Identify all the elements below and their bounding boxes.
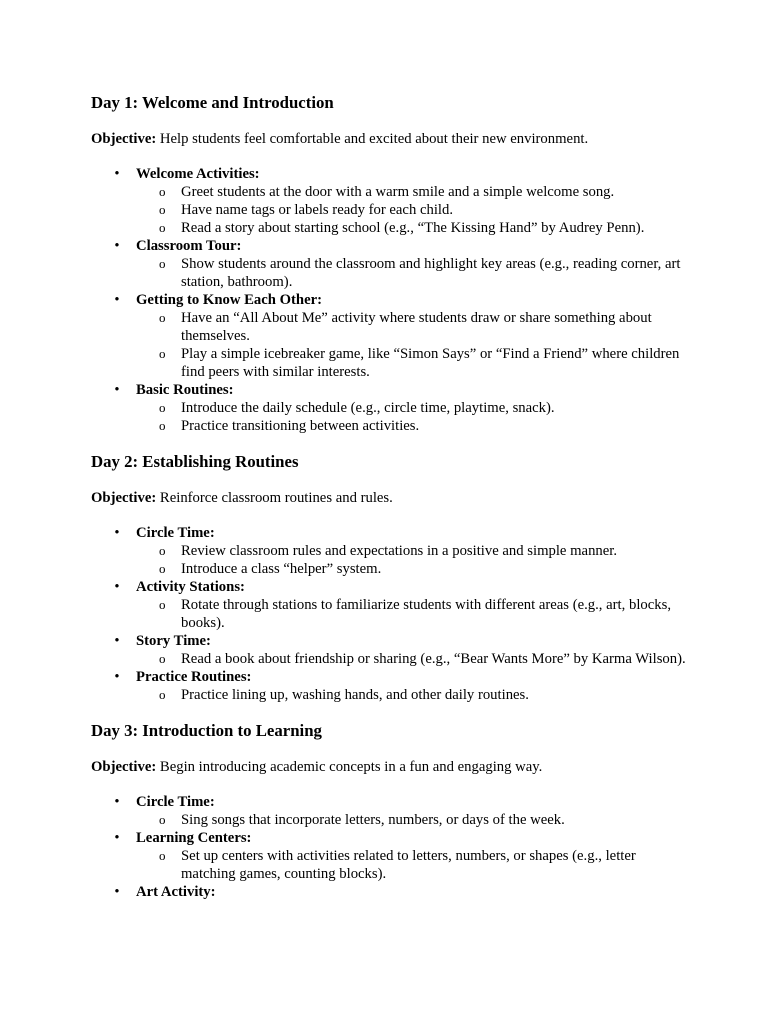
objective-label: Objective: [91,131,157,147]
sub-item-text: Read a story about starting school (e.g., “The Kissing Hand” by Audrey Penn). [181,220,645,236]
sub-list [136,255,691,291]
sub-item [136,255,691,291]
sub-item-text: Introduce the daily schedule (e.g., circle time, playtime, snack). [181,400,555,416]
circle-bullet-icon: o [159,400,166,415]
activity-title: Circle Time: [136,794,215,810]
bullet-icon: • [114,579,120,595]
activity-title: Classroom Tour: [136,238,242,254]
activity-list [91,524,691,704]
bullet-icon: • [114,238,120,254]
activity-item [91,237,691,291]
sub-item [136,686,691,704]
sub-item [136,309,691,345]
sub-list [136,650,691,668]
activity-item [91,578,691,632]
objective-text: Reinforce classroom routines and rules. [156,490,393,506]
objective-paragraph [91,130,691,148]
activity-title: Circle Time: [136,525,215,541]
sub-list [136,686,691,704]
sub-item-text: Have name tags or labels ready for each child. [181,202,454,218]
sub-item-text: Show students around the classroom and highlight key areas (e.g., reading corner, art station, bathroom). [181,256,681,290]
circle-bullet-icon: o [159,597,166,612]
sub-item [136,560,691,578]
circle-bullet-icon: o [159,202,166,217]
circle-bullet-icon: o [159,543,166,558]
activity-title: Art Activity: [136,884,216,900]
sub-item [136,219,691,237]
activity-title: Story Time: [136,633,211,649]
bullet-icon: • [114,794,120,810]
sub-item-text: Greet students at the door with a warm smile and a simple welcome song. [181,184,615,200]
sub-item-text: Practice lining up, washing hands, and other daily routines. [181,687,529,703]
sub-item-text: Read a book about friendship or sharing (e.g., “Bear Wants More” by Karma Wilson). [181,651,686,667]
activity-title: Activity Stations: [136,579,245,595]
day-heading: Day 2: Establishing Routines [91,452,299,471]
circle-bullet-icon: o [159,848,166,863]
sub-item [136,811,691,829]
circle-bullet-icon: o [159,184,166,199]
objective-label: Objective: [91,759,157,775]
activity-item [91,668,691,704]
sub-item-text: Sing songs that incorporate letters, numbers, or days of the week. [181,812,565,828]
activity-item [91,632,691,668]
circle-bullet-icon: o [159,256,166,271]
sub-item-text: Play a simple icebreaker game, like “Simon Says” or “Find a Friend” where children find peers with similar interests. [181,346,680,380]
day-section [91,721,691,901]
sub-item [136,201,691,219]
objective-text: Help students feel comfortable and excited about their new environment. [156,131,589,147]
sub-item [136,345,691,381]
day-section [91,452,691,704]
sub-item [136,542,691,560]
bullet-icon: • [114,382,120,398]
sub-list [136,542,691,578]
circle-bullet-icon: o [159,687,166,702]
sub-item-text: Introduce a class “helper” system. [181,561,382,577]
activity-title: Getting to Know Each Other: [136,292,323,308]
circle-bullet-icon: o [159,310,166,325]
activity-item [91,524,691,578]
activity-item [91,883,691,901]
activity-item [91,291,691,381]
sub-item [136,847,691,883]
circle-bullet-icon: o [159,812,166,827]
activity-title: Practice Routines: [136,669,252,685]
activity-title: Learning Centers: [136,830,252,846]
sub-list [136,847,691,883]
circle-bullet-icon: o [159,220,166,235]
objective-label: Objective: [91,490,157,506]
activity-list [91,165,691,435]
sub-item [136,417,691,435]
circle-bullet-icon: o [159,418,166,433]
circle-bullet-icon: o [159,346,166,361]
activity-item [91,829,691,883]
sub-item [136,650,691,668]
activity-item [91,381,691,435]
sub-item-text: Review classroom rules and expectations in a positive and simple manner. [181,543,618,559]
sub-list [136,596,691,632]
bullet-icon: • [114,292,120,308]
sub-item [136,596,691,632]
activity-item [91,165,691,237]
day-heading: Day 3: Introduction to Learning [91,721,322,740]
activity-title: Basic Routines: [136,382,234,398]
document-body [91,93,691,918]
activity-item [91,793,691,829]
bullet-icon: • [114,633,120,649]
activity-title: Welcome Activities: [136,166,260,182]
sub-item [136,399,691,417]
objective-text: Begin introducing academic concepts in a fun and engaging way. [156,759,543,775]
bullet-icon: • [114,166,120,182]
sub-list [136,309,691,381]
circle-bullet-icon: o [159,651,166,666]
day-heading: Day 1: Welcome and Introduction [91,93,334,112]
bullet-icon: • [114,884,120,900]
sub-item-text: Set up centers with activities related to letters, numbers, or shapes (e.g., letter matching games, counting blocks). [181,848,636,882]
day-section [91,93,691,435]
objective-paragraph [91,489,691,507]
bullet-icon: • [114,830,120,846]
sub-item [136,183,691,201]
bullet-icon: • [114,525,120,541]
sub-item-text: Have an “All About Me” activity where students draw or share something about themselves. [181,310,652,344]
activity-list [91,793,691,901]
sub-item-text: Rotate through stations to familiarize students with different areas (e.g., art, blocks, books). [181,597,671,631]
sub-list [136,811,691,829]
sub-list [136,399,691,435]
sub-item-text: Practice transitioning between activities. [181,418,420,434]
circle-bullet-icon: o [159,561,166,576]
bullet-icon: • [114,669,120,685]
objective-paragraph [91,758,691,776]
sub-list [136,183,691,237]
